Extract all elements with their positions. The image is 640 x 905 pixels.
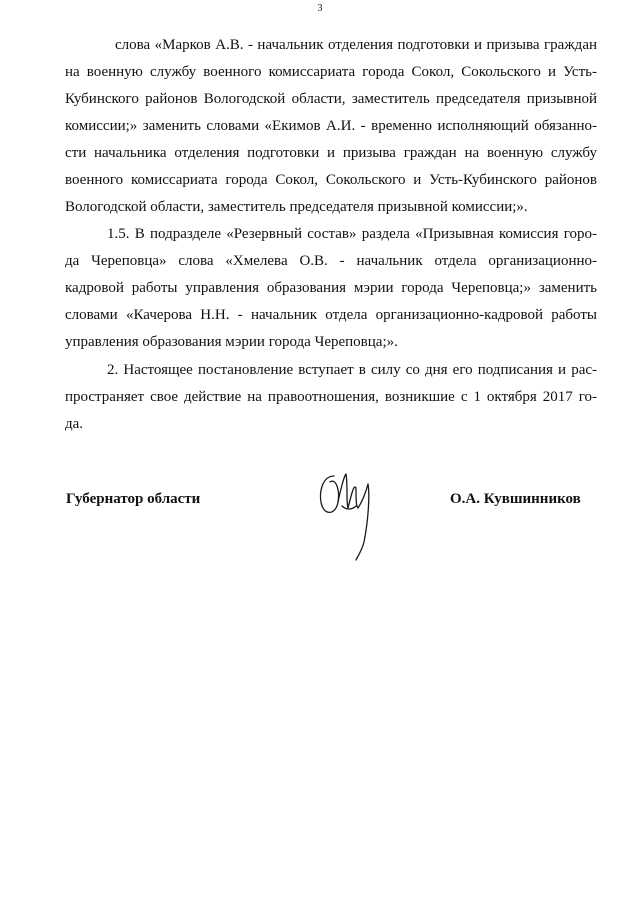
paragraph2-line-2: да Череповца» слова «Хмелева О.В. - начальник отдела организационно- [65, 253, 597, 269]
paragraph1-line-1: слова «Марков А.В. - начальник отделения подготовки и призыва граждан [115, 37, 597, 53]
page-number: 3 [317, 3, 323, 14]
paragraph1-line-7: Вологодской области, заместитель председателя призывной комиссии;». [65, 199, 528, 215]
paragraph2-line-4: словами «Качерова Н.Н. - начальник отдела организационно-кадровой работы [65, 307, 597, 323]
paragraph2-line-3: кадровой работы управления образования мэрии города Череповца;» заменить [65, 280, 597, 296]
paragraph3-line-1: 2. Настоящее постановление вступает в силу со дня его подписания и рас- [107, 362, 597, 378]
paragraph1-line-6: военного комиссариата города Сокол, Сокольского и Усть-Кубинского районов [65, 172, 597, 188]
paragraph3-line-3: да. [65, 416, 84, 432]
paragraph1-line-3: Кубинского районов Вологодской области, заместитель председателя призывной [65, 91, 597, 107]
paragraph1-line-4: комиссии;» заменить словами «Екимов А.И. - временно исполняющий обязанно- [65, 118, 597, 134]
paragraph2-line-1: 1.5. В подразделе «Резервный состав» раздела «Призывная комиссия горо- [107, 226, 597, 242]
signatory-title: Губернатор области [66, 491, 201, 507]
signatory-name: О.А. Кувшинников [450, 491, 581, 507]
paragraph1-line-5: сти начальника отделения подготовки и призыва граждан на военную службу [65, 145, 597, 161]
paragraph1-line-2: на военную службу военного комиссариата города Сокол, Сокольского и Усть- [65, 64, 597, 80]
paragraph2-line-5: управления образования мэрии города Череповца;». [65, 334, 398, 350]
handwritten-signature [312, 462, 382, 562]
paragraph3-line-2: пространяет свое действие на правоотношения, возникшие с 1 октября 2017 го- [65, 389, 597, 405]
